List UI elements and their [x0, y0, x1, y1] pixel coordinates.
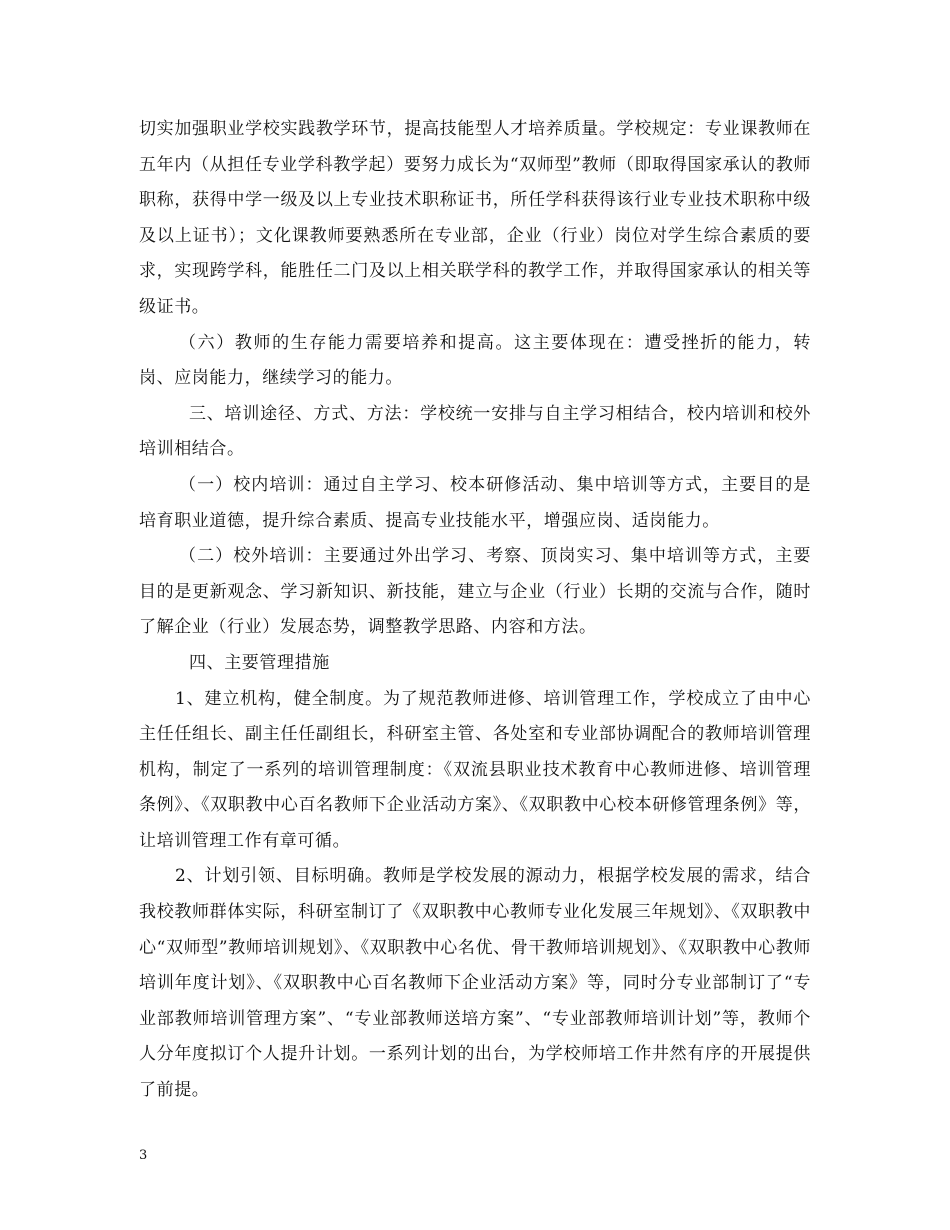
- paragraph-training-approaches: 三、培训途径、方式、方法：学校统一安排与自主学习相结合，校内培训和校外培训相结合。: [139, 403, 811, 460]
- page-number: 3: [139, 1148, 148, 1163]
- paragraph-training-requirements: 切实加强职业学校实践教学环节，提高技能型人才培养质量。学校规定：专业课教师在五年内（从担任专业学科教学起）要努力成长为“双师型”教师（即取得国家承认的教师职称，获得中学一级及以上专业技术职称证书，所任学科获得该行业专业技术职称中级及以上证书）；文化课教师要熟悉所在专业部，企业（行业）岗位对学生综合素质的要求，实现跨学科，能胜任二门及以上相关联学科的教学工作，并取得国家承认的相关等级证书。: [139, 119, 811, 317]
- paragraph-external-training: （二）校外培训：主要通过外出学习、考察、顶岗实习、集中培训等方式，主要目的是更新观念、学习新知识、新技能，建立与企业（行业）长期的交流与合作，随时了解企业（行业）发展态势，调整教学思路、内容和方法。: [139, 546, 811, 638]
- paragraph-internal-training: （一）校内培训：通过自主学习、校本研修活动、集中培训等方式，主要目的是培育职业道德，提升综合素质、提高专业技能水平，增强应岗、适岗能力。: [139, 474, 811, 531]
- paragraph-planning-guidance: 2、计划引领、目标明确。教师是学校发展的源动力，根据学校发展的需求，结合我校教师群体实际，科研室制订了《双职教中心教师专业化发展三年规划》、《双职教中心“双师型”教师培训规划》、《双职教中心名优、骨干教师培训规划》、《双职教中心教师培训年度计划》、《双职教中心百名教师下企业活动方案》等，同时分专业部制订了“专业部教师培训管理方案”、“专业部教师送培方案”、“专业部教师培训计划”等，教师个人分年度拟订个人提升计划。一系列计划的出台，为学校师培工作井然有序的开展提供了前提。: [139, 866, 811, 1101]
- document-body: [139, 112, 811, 1109]
- section-heading-management-measures: 四、主要管理措施: [189, 652, 330, 673]
- paragraph-survival-ability: （六）教师的生存能力需要培养和提高。这主要体现在：遭受挫折的能力，转岗、应岗能力，继续学习的能力。: [139, 332, 811, 389]
- paragraph-institution-building: 1、建立机构，健全制度。为了规范教师进修、培训管理工作，学校成立了由中心主任任组长、副主任任副组长，科研室主管、各处室和专业部协调配合的教师培训管理机构，制定了一系列的培训管理制度：《双流县职业技术教育中心教师进修、培训管理条例》、《双职教中心百名教师下企业活动方案》、《双职教中心校本研修管理条例》等，让培训管理工作有章可循。: [139, 688, 811, 851]
